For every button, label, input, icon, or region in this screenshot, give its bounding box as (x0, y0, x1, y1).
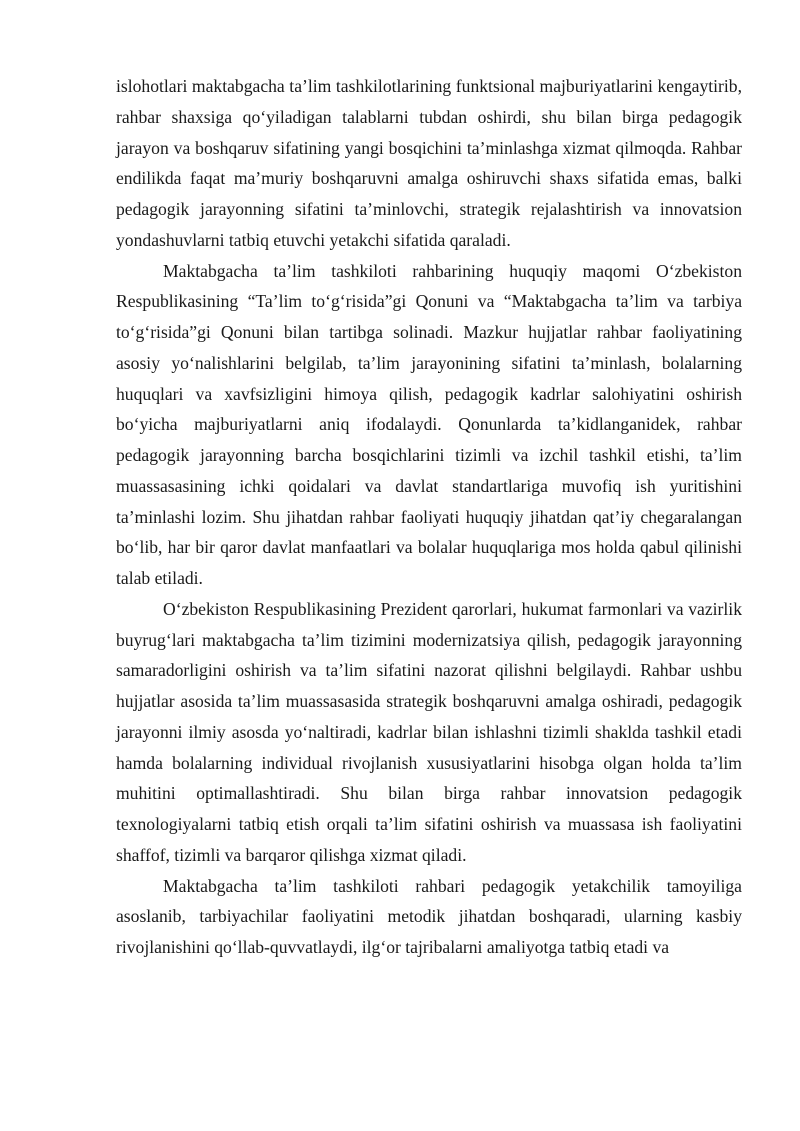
body-text (116, 71, 742, 963)
paragraph-legal-status: Maktabgacha ta’lim tashkiloti rahbarining huquqiy maqomi O‘zbekiston Respublikasining “Ta’lim to‘g‘risida”gi Qonuni va “Maktabgacha ta’lim va tarbiya to‘g‘risida”gi Qonuni bilan tartibga solinadi. Mazkur hujjatlar rahbar faoliyatining asosiy yo‘nalishlarini belgilab, ta’lim jarayonining sifatini ta’minlash, bolalarning huquqlari va xavfsizligini himoya qilish, pedagogik kadrlar salohiyatini oshirish bo‘yicha majburiyatlarni aniq ifodalaydi. Qonunlarda ta’kidlanganidek, rahbar pedagogik jarayonning barcha bosqichlarini tizimli va izchil tashkil etishi, ta’lim muassasasining ichki qoidalari va davlat standartlariga muvofiq ish yuritishini ta’minlashi lozim. Shu jihatdan rahbar faoliyati huquqiy jihatdan qat’iy chegaralangan bo‘lib, har bir qaror davlat manfaatlari va bolalar huquqlariga mos holda qabul qilinishi talab etiladi. (116, 260, 742, 588)
paragraph-pedagogical-leadership: Maktabgacha ta’lim tashkiloti rahbari pedagogik yetakchilik tamoyiliga asoslanib, tarbiyachilar faoliyatini metodik jihatdan boshqaradi, ularning kasbiy rivojlanishini qo‘llab-quvvatlaydi, ilg‘or tajribalarni amaliyotga tatbiq etadi va (116, 875, 742, 957)
paragraph-presidential-decrees: O‘zbekiston Respublikasining Prezident qarorlari, hukumat farmonlari va vazirlik buyrug‘lari maktabgacha ta’lim tizimini modernizatsiya qilish, pedagogik jarayonning samaradorligini oshirish va ta’lim sifatini nazorat qilishni belgilaydi. Rahbar ushbu hujjatlar asosida ta’lim muassasasida strategik boshqaruvni amalga oshiradi, pedagogik jarayonni ilmiy asosda yo‘naltiradi, kadrlar bilan ishlashni tizimli shaklda tashkil etadi hamda bolalarning individual rivojlanish xususiyatlarini hisobga olgan holda ta’lim muhitini optimallashtiradi. Shu bilan birga rahbar innovatsion pedagogik texnologiyalarni tatbiq etish orqali ta’lim sifatini oshirish va muassasa ish faoliyatini shaffof, tizimli va barqaror qilishga xizmat qiladi. (116, 598, 742, 865)
paragraph-continuation: islohotlari maktabgacha ta’lim tashkilotlarining funktsional majburiyatlarini kengaytirib, rahbar shaxsiga qo‘yiladigan talablarni tubdan oshirdi, shu bilan birga pedagogik jarayon va boshqaruv sifatining yangi bosqichini ta’minlashga xizmat qilmoqda. Rahbar endilikda faqat ma’muriy boshqaruvni amalga oshiruvchi shaxs sifatida emas, balki pedagogik jarayonning sifatini ta’minlovchi, strategik rejalashtirish va innovatsion yondashuvlarni tatbiq etuvchi yetakchi sifatida qaraladi. (116, 76, 742, 250)
